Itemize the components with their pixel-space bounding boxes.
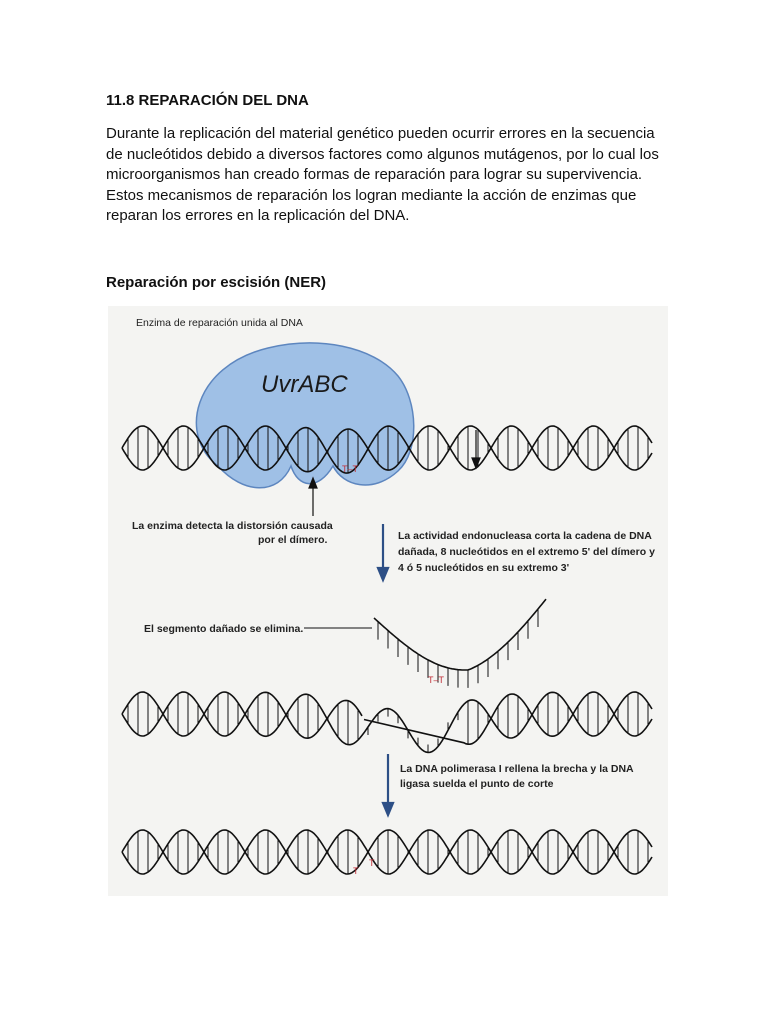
detect-caption-line2: por el dímero. bbox=[258, 534, 328, 546]
excised-segment bbox=[374, 599, 546, 688]
subsection-title: Reparación por escisión (NER) bbox=[106, 274, 327, 291]
polymerase-line2: ligasa suelda el punto de corte bbox=[400, 778, 554, 790]
removed-caption: El segmento dañado se elimina. bbox=[144, 623, 304, 635]
enzyme-caption: Enzima de reparación unida al DNA bbox=[136, 317, 303, 329]
ner-figure bbox=[108, 306, 668, 896]
dimer-label-top: T–T bbox=[342, 464, 359, 474]
detect-caption-line1: La enzima detecta la distorsión causada bbox=[132, 520, 333, 532]
repaired-t1: T bbox=[353, 866, 359, 876]
polymerase-line1: La DNA polimerasa I rellena la brecha y la DNA bbox=[400, 763, 634, 775]
cut-site-arrow bbox=[472, 430, 480, 468]
section-title: 11.8 REPARACIÓN DEL DNA bbox=[106, 92, 309, 109]
enzyme-name: UvrABC bbox=[261, 371, 348, 398]
distortion-arrow bbox=[309, 478, 317, 516]
step-arrow-2 bbox=[383, 754, 393, 815]
dna-helix-gapped bbox=[122, 692, 652, 752]
endonuclease-line1: La actividad endonucleasa corta la cadena de DNA bbox=[398, 530, 652, 542]
step-arrow-1 bbox=[378, 524, 388, 580]
repaired-t2: T bbox=[369, 858, 375, 868]
ner-diagram bbox=[108, 306, 668, 896]
endonuclease-line3: 4 ó 5 nucleótidos en su extremo 3' bbox=[398, 562, 570, 574]
intro-paragraph: Durante la replicación del material genético pueden ocurrir errores en la secuencia de nucleótidos debido a diversos factores como algunos mutágenos, por lo cual los microorganismos han creado formas de reparación para lograr su supervivencia. Estos mecanismos de reparación los logran mediante la acción de enzimas que reparan los errores en la replicación del DNA. bbox=[106, 125, 659, 224]
endonuclease-line2: dañada, 8 nucleótidos en el extremo 5' del dímero y bbox=[398, 546, 655, 558]
dna-helix-repaired bbox=[122, 830, 652, 874]
dimer-label-excised: T–T bbox=[428, 675, 445, 685]
